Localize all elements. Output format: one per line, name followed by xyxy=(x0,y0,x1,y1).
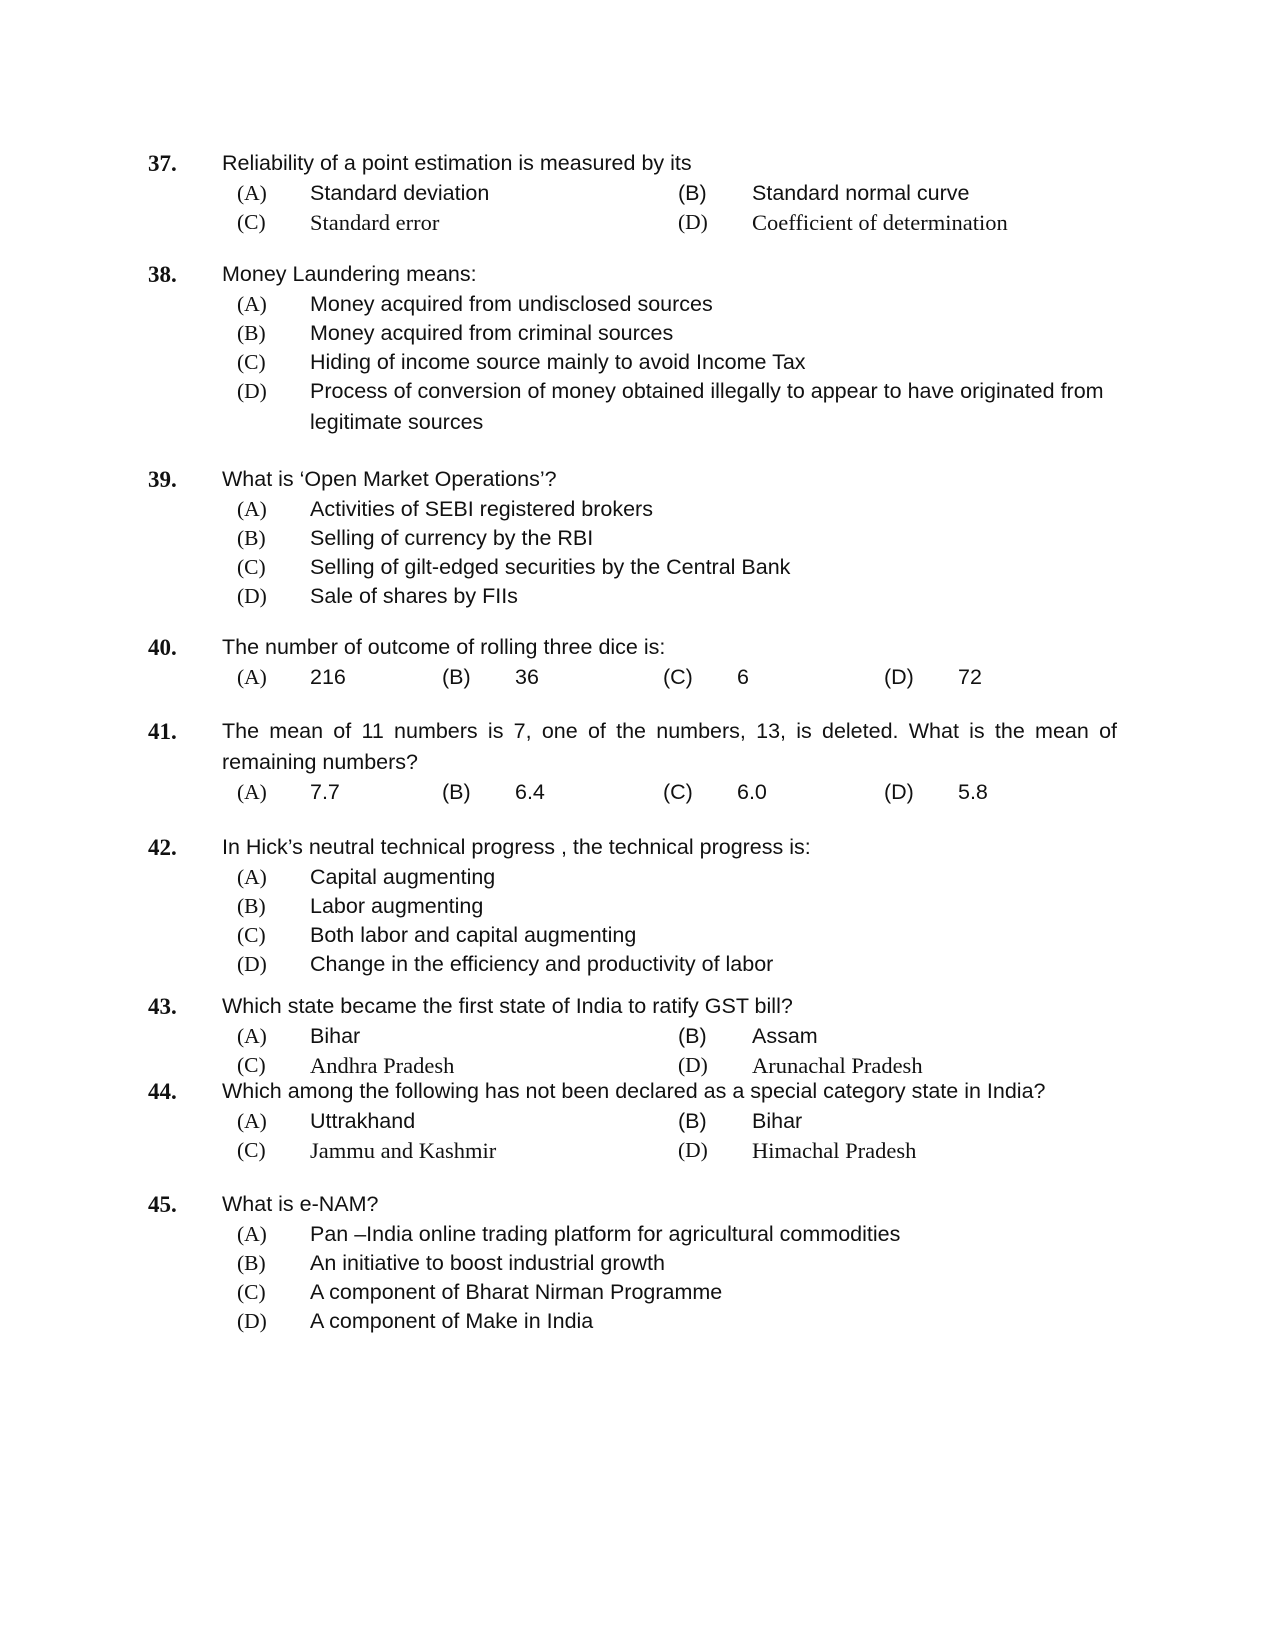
option-label: (A) xyxy=(237,1109,267,1133)
option-text: 6.0 xyxy=(737,780,767,804)
question-text: Which among the following has not been declared as a special category state in India? xyxy=(222,1079,1046,1103)
option-row xyxy=(0,347,1275,376)
option-text: Coefficient of determination xyxy=(752,210,1008,235)
option-label: (C) xyxy=(237,1138,266,1162)
option-text: 6 xyxy=(737,665,749,689)
option-row xyxy=(0,1219,1275,1248)
option-label: (C) xyxy=(237,923,266,947)
option-label: (C) xyxy=(663,780,693,804)
option-label: (A) xyxy=(237,1024,267,1048)
option-label: (A) xyxy=(237,665,267,689)
option-row xyxy=(0,662,1275,691)
option-label: (A) xyxy=(237,181,267,205)
option-label: (A) xyxy=(237,865,267,889)
option-text: Jammu and Kashmir xyxy=(310,1138,497,1163)
option-text: Pan –India online trading platform for agricultural commodities xyxy=(310,1222,901,1246)
option-label: (C) xyxy=(237,210,266,234)
question-text: The number of outcome of rolling three dice is: xyxy=(222,635,666,659)
option-row xyxy=(0,949,1275,978)
question-number: 39. xyxy=(148,467,177,492)
question-text: The mean of 11 numbers is 7, one of the numbers, 13, is deleted. What is the mean of remaining numbers? xyxy=(222,719,1117,774)
option-text: Standard error xyxy=(310,210,440,235)
question-text: What is ‘Open Market Operations’? xyxy=(222,467,557,491)
option-text: Himachal Pradesh xyxy=(752,1138,917,1163)
option-text: 6.4 xyxy=(515,780,545,804)
option-label: (B) xyxy=(237,894,266,918)
option-label: (B) xyxy=(678,181,707,205)
option-row xyxy=(0,891,1275,920)
option-row xyxy=(0,289,1275,318)
option-label: (D) xyxy=(884,780,914,804)
option-row xyxy=(0,552,1275,581)
question-number: 44. xyxy=(148,1079,177,1104)
option-label: (D) xyxy=(237,379,267,403)
option-text: Change in the efficiency and productivity of labor xyxy=(310,952,774,976)
option-label: (C) xyxy=(663,665,693,689)
option-text: Assam xyxy=(752,1024,818,1048)
option-row xyxy=(0,1050,1275,1079)
option-text: Standard deviation xyxy=(310,181,490,205)
option-text: Capital augmenting xyxy=(310,865,496,889)
question-number: 41. xyxy=(148,719,177,744)
question-number: 38. xyxy=(148,262,177,287)
option-text: Selling of gilt-edged securities by the Central Bank xyxy=(310,555,791,579)
option-row xyxy=(0,1277,1275,1306)
option-label: (B) xyxy=(442,780,471,804)
option-row xyxy=(0,523,1275,552)
option-label: (D) xyxy=(678,210,708,234)
option-text: Both labor and capital augmenting xyxy=(310,923,637,947)
question-number: 37. xyxy=(148,151,177,176)
option-text: Hiding of income source mainly to avoid Income Tax xyxy=(310,350,806,374)
question-number: 40. xyxy=(148,635,177,660)
option-text: Money acquired from criminal sources xyxy=(310,321,674,345)
option-label: (B) xyxy=(237,1251,266,1275)
option-label: (D) xyxy=(237,584,267,608)
option-text: 5.8 xyxy=(958,780,988,804)
option-label: (D) xyxy=(884,665,914,689)
option-label: (B) xyxy=(442,665,471,689)
option-text: 72 xyxy=(958,665,982,689)
option-text: A component of Make in India xyxy=(310,1309,594,1333)
option-row xyxy=(0,862,1275,891)
option-text: 216 xyxy=(310,665,346,689)
option-text: Activities of SEBI registered brokers xyxy=(310,497,653,521)
option-row xyxy=(0,920,1275,949)
option-row xyxy=(0,207,1275,236)
option-label: (C) xyxy=(237,1280,266,1304)
option-text: Andhra Pradesh xyxy=(310,1053,455,1078)
option-row xyxy=(0,1248,1275,1277)
option-row xyxy=(0,318,1275,347)
option-text: Money acquired from undisclosed sources xyxy=(310,292,713,316)
option-row xyxy=(0,1021,1275,1050)
option-label: (A) xyxy=(237,497,267,521)
option-label: (C) xyxy=(237,555,266,579)
option-text: Labor augmenting xyxy=(310,894,484,918)
option-text: 7.7 xyxy=(310,780,340,804)
option-text: An initiative to boost industrial growth xyxy=(310,1251,665,1275)
option-label: (A) xyxy=(237,292,267,316)
question-text: In Hick’s neutral technical progress , the technical progress is: xyxy=(222,835,811,859)
option-label: (A) xyxy=(237,1222,267,1246)
option-label: (C) xyxy=(237,350,266,374)
option-text: Selling of currency by the RBI xyxy=(310,526,594,550)
question-number: 43. xyxy=(148,994,177,1019)
question-number: 42. xyxy=(148,835,177,860)
option-label: (C) xyxy=(237,1053,266,1077)
option-label: (D) xyxy=(678,1138,708,1162)
option-text: Standard normal curve xyxy=(752,181,970,205)
option-text: Arunachal Pradesh xyxy=(752,1053,923,1078)
option-label: (B) xyxy=(237,321,266,345)
option-row xyxy=(0,1106,1275,1135)
option-row xyxy=(0,581,1275,610)
option-row xyxy=(0,1135,1275,1164)
option-label: (D) xyxy=(237,952,267,976)
option-label: (A) xyxy=(237,780,267,804)
option-row xyxy=(0,376,1275,436)
question-number: 45. xyxy=(148,1192,177,1217)
question-text: Reliability of a point estimation is measured by its xyxy=(222,151,692,175)
option-text: Bihar xyxy=(310,1024,361,1048)
question-text: Money Laundering means: xyxy=(222,262,477,286)
option-label: (D) xyxy=(237,1309,267,1333)
option-text: A component of Bharat Nirman Programme xyxy=(310,1280,723,1304)
option-row xyxy=(0,494,1275,523)
question-text: What is e-NAM? xyxy=(222,1192,379,1216)
question-text: Which state became the first state of India to ratify GST bill? xyxy=(222,994,793,1018)
option-row xyxy=(0,178,1275,207)
option-label: (D) xyxy=(678,1053,708,1077)
option-label: (B) xyxy=(678,1109,707,1133)
option-text: Process of conversion of money obtained illegally to appear to have originated from legitimate sources xyxy=(310,379,1104,434)
option-text: Uttrakhand xyxy=(310,1109,416,1133)
option-text: Bihar xyxy=(752,1109,803,1133)
option-row xyxy=(0,1306,1275,1335)
option-label: (B) xyxy=(237,526,266,550)
option-text: Sale of shares by FIIs xyxy=(310,584,518,608)
option-row xyxy=(0,777,1275,806)
option-label: (B) xyxy=(678,1024,707,1048)
option-text: 36 xyxy=(515,665,539,689)
